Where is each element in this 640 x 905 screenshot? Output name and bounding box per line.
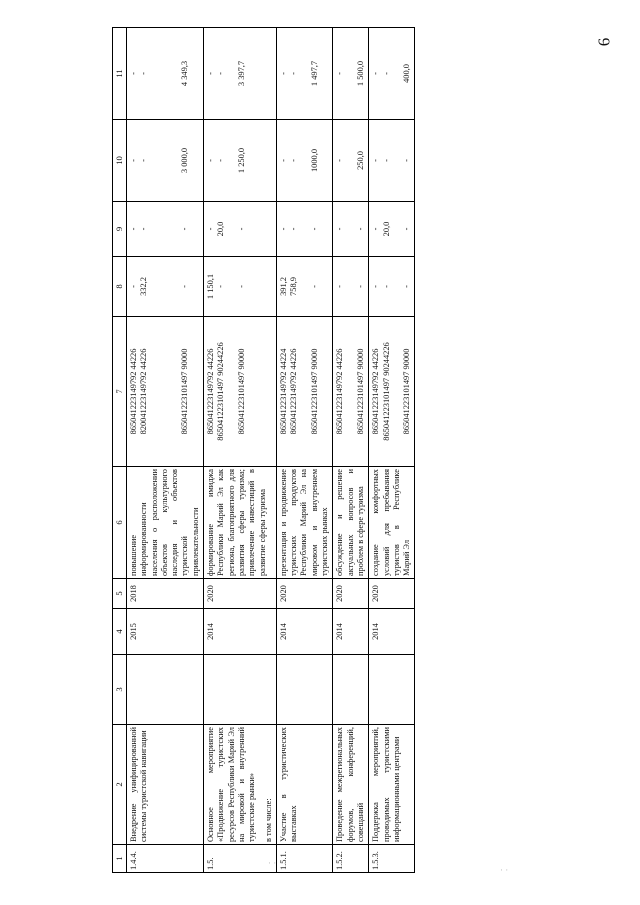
budget-code-value xyxy=(299,319,309,464)
amount-col9 xyxy=(276,202,332,257)
amount-col8-value: - xyxy=(236,285,246,288)
budget-code xyxy=(333,317,369,467)
amount-col9-value xyxy=(346,204,356,254)
amount-col9-value: - xyxy=(236,227,246,231)
budget-code xyxy=(204,317,277,467)
amount-col9-value: - xyxy=(278,227,288,231)
amount-col11 xyxy=(204,28,277,120)
amount-col11-value xyxy=(392,30,402,117)
start-year: 2014 xyxy=(333,609,369,655)
amount-col9-value: - xyxy=(371,227,381,231)
start-year: 2014 xyxy=(276,609,332,655)
header-cell: 4 xyxy=(113,609,127,655)
event-name xyxy=(333,725,369,845)
end-year: 2020 xyxy=(276,579,332,609)
amount-col8-value: - xyxy=(335,285,345,288)
amount-col10-value xyxy=(160,122,170,199)
amount-col8-value: - xyxy=(129,285,138,288)
budget-code-value: 865041223101497 90244226 xyxy=(216,342,226,441)
amount-col8-value: 332,2 xyxy=(139,277,149,296)
rotated-table-container xyxy=(112,28,620,873)
amount-col9-value: - xyxy=(309,227,319,231)
header-cell: 9 xyxy=(113,202,127,257)
amount-col9 xyxy=(333,202,369,257)
table-row xyxy=(127,28,204,873)
amount-col8-value xyxy=(170,259,180,314)
header-cell: 7 xyxy=(113,317,127,467)
amount-col10-value: - xyxy=(139,159,149,162)
amount-col11-value xyxy=(346,30,356,117)
amount-col8-value: - xyxy=(402,285,412,288)
amount-col9-value: - xyxy=(180,227,190,231)
budget-code-value xyxy=(227,319,237,464)
amount-col9-value xyxy=(392,204,402,254)
amount-col10-value: - xyxy=(278,159,288,162)
budget-code-value xyxy=(170,319,180,464)
row-number: 1.4.4. xyxy=(127,845,204,873)
amount-col9-value xyxy=(299,204,309,254)
row-number: 1.5.2. xyxy=(333,845,369,873)
table-row xyxy=(276,28,332,873)
amount-col8 xyxy=(333,257,369,317)
amount-col8-value: - xyxy=(371,285,381,288)
amount-col11-value: 3 397,7 xyxy=(236,60,246,87)
end-year: 2020 xyxy=(333,579,369,609)
table-row xyxy=(333,28,369,873)
event-name-text: Участие в туристических выставках xyxy=(278,727,299,842)
expected-result: повышение информированности населения о расположении объектов культурного наследия и объектов туристской привлекательности xyxy=(127,467,204,579)
header-row xyxy=(113,28,127,873)
header-cell: 11 xyxy=(113,28,127,120)
end-year: 2018 xyxy=(127,579,204,609)
amount-col8-value xyxy=(299,259,309,314)
event-name-text: Проведение межрегиональных форумов, конференций, совещаний xyxy=(335,727,365,842)
amount-col10 xyxy=(204,120,277,202)
amount-col8 xyxy=(127,257,204,317)
row-number: 1.5.3. xyxy=(369,845,415,873)
start-year: 2015 xyxy=(127,609,204,655)
table-row xyxy=(204,28,277,873)
start-year: 2014 xyxy=(369,609,415,655)
budget-code-value: 865041223149792 44226 xyxy=(289,348,299,435)
amount-col10-value: - xyxy=(371,159,381,162)
expected-result: презентация и продвижение туристских продуктов Республики Марий Эл на мировом и внутреннем туристских рынках xyxy=(276,467,332,579)
header-cell: 6 xyxy=(113,467,127,579)
amount-col10-value xyxy=(170,122,180,199)
amount-col9-value: - xyxy=(355,227,365,231)
event-name-text: Поддержка мероприятий, проводимых туристскими информационными центрами xyxy=(371,727,401,842)
table-row xyxy=(369,28,415,873)
amount-col11-value xyxy=(150,30,160,117)
amount-col8 xyxy=(204,257,277,317)
amount-col8 xyxy=(276,257,332,317)
amount-col11 xyxy=(333,28,369,120)
amount-col11-value xyxy=(227,30,237,117)
amount-col9-value: - xyxy=(335,227,345,231)
amount-col9 xyxy=(127,202,204,257)
amount-col8 xyxy=(369,257,415,317)
executor-cell xyxy=(369,655,415,725)
amount-col10-value: - xyxy=(335,159,345,162)
start-year: 2014 xyxy=(204,609,277,655)
amount-col11-value: 1 500,0 xyxy=(355,60,365,87)
amount-col8-value: - xyxy=(309,285,319,288)
amount-col8-value: - xyxy=(180,285,190,288)
amount-col8-value xyxy=(150,259,160,314)
amount-col10 xyxy=(333,120,369,202)
amount-col10-value xyxy=(346,122,356,199)
amount-col8-value xyxy=(392,259,402,314)
budget-code-value xyxy=(346,319,356,464)
budget-code-value: 865041223101497 90244226 xyxy=(381,342,391,441)
amount-col9-value xyxy=(170,204,180,254)
amount-col9-value: - xyxy=(206,227,216,231)
program-table xyxy=(112,27,415,873)
end-year: 2020 xyxy=(369,579,415,609)
amount-col9-value xyxy=(150,204,160,254)
header-cell: 1 xyxy=(113,845,127,873)
budget-code-value: 865041223101497 90000 xyxy=(402,348,412,435)
amount-col10-value: - xyxy=(216,159,226,162)
amount-col9 xyxy=(369,202,415,257)
amount-col10-value xyxy=(150,122,160,199)
event-name xyxy=(127,725,204,845)
amount-col11-value: - xyxy=(289,72,299,75)
amount-col11-value: - xyxy=(139,72,149,75)
header-cell: 10 xyxy=(113,120,127,202)
amount-col9-value xyxy=(160,204,170,254)
event-name xyxy=(204,725,277,845)
amount-col10 xyxy=(127,120,204,202)
amount-col9-value: 20,0 xyxy=(381,221,391,237)
amount-col9-value xyxy=(227,204,237,254)
amount-col11-value: - xyxy=(278,72,288,75)
amount-col10-value: 1 250,0 xyxy=(236,147,246,174)
event-name xyxy=(369,725,415,845)
amount-col10-value xyxy=(227,122,237,199)
budget-code-value: 865041223149792 44224 xyxy=(278,348,288,435)
executor-cell xyxy=(204,655,277,725)
budget-code-value xyxy=(392,319,402,464)
expected-result: формирование имиджа Республики Марий Эл как региона, благоприятного для развития сферы туризма; привлечение инвестиций в развитие сферы туризма xyxy=(204,467,277,579)
header-cell: 3 xyxy=(113,655,127,725)
end-year: 2020 xyxy=(204,579,277,609)
amount-col8-value: - xyxy=(216,285,226,288)
budget-code-value: 865041223101497 90000 xyxy=(180,348,190,435)
amount-col8-value: 758,9 xyxy=(289,277,299,296)
budget-code-value xyxy=(150,319,160,464)
header-cell: 8 xyxy=(113,257,127,317)
budget-code-value: 865041223101497 90000 xyxy=(236,348,246,435)
amount-col9-value: - xyxy=(289,227,299,231)
amount-col11 xyxy=(127,28,204,120)
expected-result: создание комфортных условий для пребывания туристов в Республике Марий Эл xyxy=(369,467,415,579)
amount-col9-value: - xyxy=(129,227,138,231)
executor-cell xyxy=(276,655,332,725)
amount-col10 xyxy=(369,120,415,202)
amount-col8-value xyxy=(346,259,356,314)
sub-label: в том числе: xyxy=(263,798,273,842)
header-cell: 2 xyxy=(113,725,127,845)
amount-col8-value: - xyxy=(355,285,365,288)
amount-col11-value: 4 349,3 xyxy=(180,60,190,87)
budget-code-value: 865041223149792 44226 xyxy=(335,348,345,435)
amount-col10-value xyxy=(299,122,309,199)
amount-col9-value: 20,0 xyxy=(216,221,226,237)
event-name-text: Внедрение унифицированной системы туристской навигации xyxy=(129,727,149,842)
amount-col11-value: - xyxy=(206,72,216,75)
amount-col11-value xyxy=(299,30,309,117)
amount-col9 xyxy=(204,202,277,257)
amount-col11 xyxy=(276,28,332,120)
amount-col10-value: - xyxy=(381,159,391,162)
amount-col11-value: - xyxy=(216,72,226,75)
budget-code-value: 820041223149792 44226 xyxy=(139,348,149,435)
budget-code xyxy=(276,317,332,467)
header-cell: 5 xyxy=(113,579,127,609)
amount-col11-value: - xyxy=(381,72,391,75)
expected-result: обсуждение и решение актуальных вопросов и проблем в сфере туризма xyxy=(333,467,369,579)
amount-col10-value: 1000,0 xyxy=(309,148,319,173)
amount-col11-value xyxy=(170,30,180,117)
amount-col10-value: - xyxy=(402,159,412,162)
budget-code-value: 865041223149792 44226 xyxy=(371,348,381,435)
budget-code-value: 865041223101497 90000 xyxy=(355,348,365,435)
amount-col10-value: - xyxy=(289,159,299,162)
amount-col11-value: - xyxy=(371,72,381,75)
amount-col10-value: 250,0 xyxy=(355,151,365,170)
amount-col10-value: 3 000,0 xyxy=(180,147,190,174)
amount-col8-value: 391,2 xyxy=(278,277,288,296)
row-number: 1.5. xyxy=(204,845,277,873)
executor-cell xyxy=(127,655,204,725)
amount-col11 xyxy=(369,28,415,120)
amount-col9-value: - xyxy=(139,227,149,231)
amount-col11-value: - xyxy=(335,72,345,75)
scan-speck: · · xyxy=(268,858,277,868)
amount-col10-value xyxy=(392,122,402,199)
amount-col11-value: - xyxy=(129,72,138,75)
amount-col11-value: 1 497,7 xyxy=(309,60,319,87)
event-name-text: Основное мероприятие «Продвижение туристских ресурсов Республики Марий Эл на мировой и внутренний туристские рынки» xyxy=(206,727,257,842)
budget-code-value: 865041223149792 44226 xyxy=(206,348,216,435)
event-name xyxy=(276,725,332,845)
amount-col10-value: - xyxy=(129,159,138,162)
amount-col11-value xyxy=(160,30,170,117)
budget-code-value: 865041223149792 44226 xyxy=(129,348,138,435)
budget-code xyxy=(369,317,415,467)
amount-col8-value xyxy=(227,259,237,314)
amount-col10 xyxy=(276,120,332,202)
amount-col8-value: 1 150,1 xyxy=(206,273,216,300)
budget-code-value: 865041223101497 90000 xyxy=(309,348,319,435)
page-number: 6 xyxy=(594,37,614,47)
budget-code xyxy=(127,317,204,467)
budget-code-value xyxy=(160,319,170,464)
amount-col11-value: 400,0 xyxy=(402,64,412,83)
amount-col8-value: - xyxy=(381,285,391,288)
executor-cell xyxy=(333,655,369,725)
amount-col8-value xyxy=(160,259,170,314)
row-number: 1.5.1. xyxy=(276,845,332,873)
scan-speck: · · xyxy=(500,865,509,875)
amount-col9-value: - xyxy=(402,227,412,231)
amount-col10-value: - xyxy=(206,159,216,162)
